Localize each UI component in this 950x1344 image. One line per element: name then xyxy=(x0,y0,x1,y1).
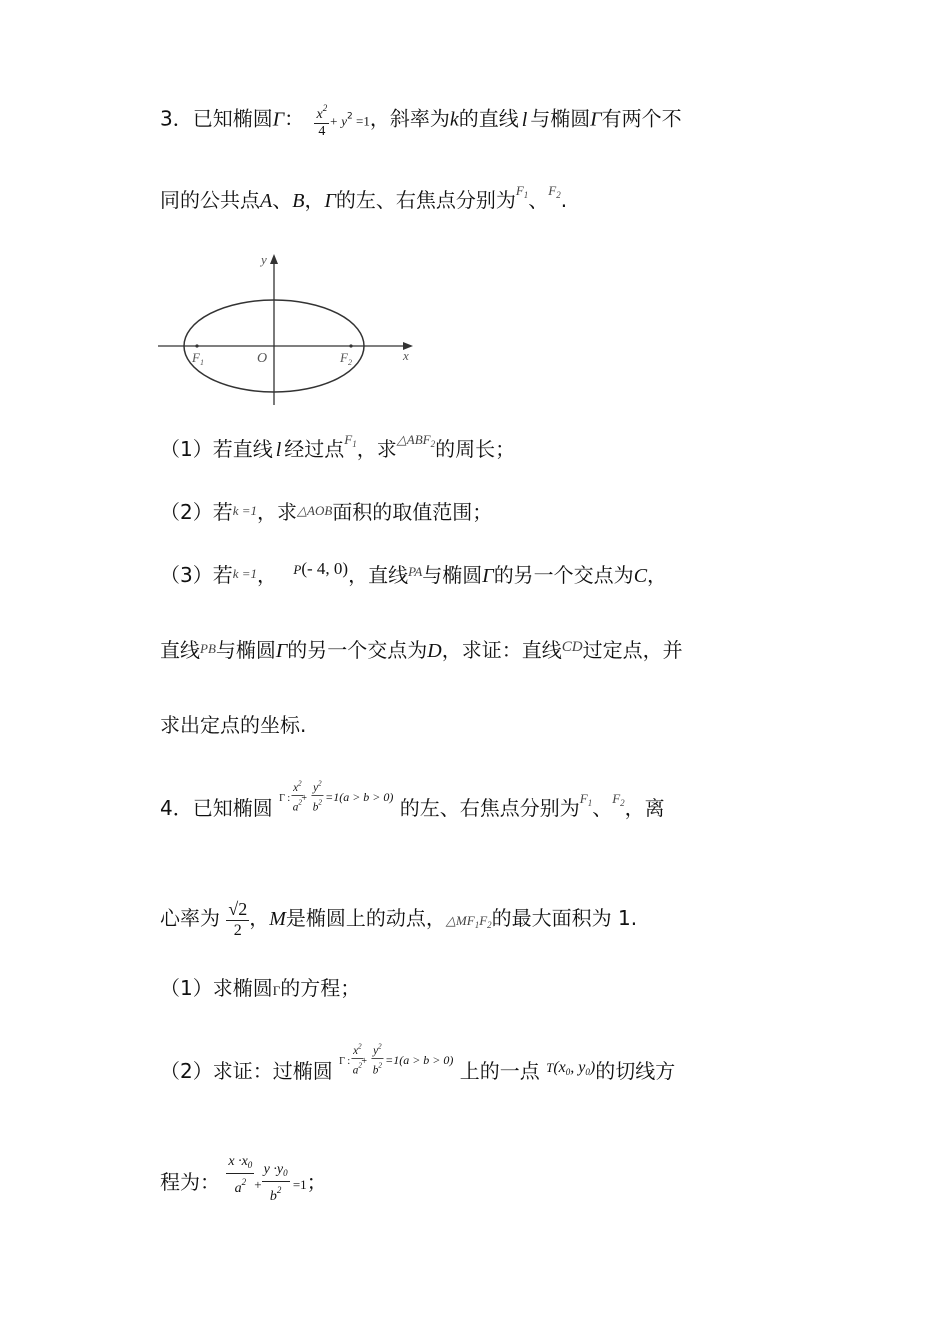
q3-p2-c: 面积的取值范围； xyxy=(332,500,493,524)
q3-line-2 xyxy=(160,183,568,221)
q3-p2-a: （2）若 xyxy=(160,500,233,524)
q3-p3-a: （3）若 xyxy=(160,563,233,587)
q3-part-2 xyxy=(160,498,492,529)
q3-mid4: 有两个不 xyxy=(601,106,682,131)
q4-ecc-c: 是椭圆上的动点， xyxy=(285,906,446,930)
eq-tail: =1 xyxy=(352,113,370,129)
q4-p2-c: 的切线方 xyxy=(595,1059,676,1083)
q4-p2-b: 上的一点 xyxy=(459,1059,540,1083)
q3-p1-c: ，求 xyxy=(356,437,397,461)
q4-part-2 xyxy=(160,1042,676,1096)
tangent-eq-y-term: $\frac{y \cdot y_0}{b^2}$ xyxy=(263,1162,288,1204)
q3-part-3-end xyxy=(160,711,306,739)
q3-part-1 xyxy=(160,432,516,470)
line-CD: CD xyxy=(561,639,583,655)
x-axis-label: x xyxy=(403,348,409,363)
q3-p3e-d: ，求证：直线 xyxy=(441,638,562,662)
origin-label: O xyxy=(257,351,268,366)
eq-plus-y: + y xyxy=(329,113,347,129)
q3-p3e-c: 的另一个交点为 xyxy=(287,638,428,662)
q3-line2-b: 的左、右焦点分别为 xyxy=(335,188,516,212)
dun: 、 xyxy=(528,188,549,212)
dun: 、 xyxy=(592,796,613,820)
tangent-eq-x-term: $\frac{x \cdot x_0}{a^2}$ xyxy=(228,1154,253,1196)
point-A: A xyxy=(260,190,273,212)
focus-F2: F2 xyxy=(548,183,561,200)
q3-line-1: 3．已知椭圆Γ： $\frac{x^2}{4}$ + $y^2 =1$，斜率为k的直线 l 与椭圆Γ有两个不 xyxy=(160,100,682,140)
comma: ， xyxy=(647,563,668,587)
y-axis-arrow xyxy=(270,254,278,264)
q4-mid1: 的左、右焦点分别为 xyxy=(399,796,580,820)
q3-mid1: ，斜率为 xyxy=(369,106,450,131)
q3-p3e-e: 过定点，并 xyxy=(582,638,683,662)
q3-p3-c: 与椭圆 xyxy=(422,563,483,587)
point-P: P(- 4, 0) xyxy=(293,559,349,578)
ellipse-equation-fraction: $\frac{x^2}{4}$ xyxy=(314,100,329,140)
tangent-eq-rhs: =1 xyxy=(289,1177,307,1192)
q4-ellipse-equation: Γ : $\frac{x^2}{a^2}$ + $\frac{y^2}{b^2}$ =1(a > b > 0) xyxy=(279,782,400,806)
q4-ecc-d: 的最大面积为 1. xyxy=(491,906,638,930)
ellipse-figure xyxy=(155,248,420,408)
focus-F1: F1 xyxy=(579,791,593,808)
q4-ellipse-equation-2: Γ : $\frac{x^2}{a^2}$ + $\frac{y^2}{b^2}$ =1(a > b > 0) xyxy=(339,1045,460,1069)
tangent-point-T: $T(x_0$, $y_0$) xyxy=(546,1059,596,1077)
q3-p3-b: ，直线 xyxy=(348,563,409,587)
q3-lead: 3．已知椭圆 xyxy=(160,106,273,131)
focus-f2-dot xyxy=(349,344,352,347)
q3-part-3 xyxy=(160,561,667,592)
q3-mid3: 与椭圆 xyxy=(530,106,591,131)
eccentricity-fraction: $\frac{√2}{2}$ xyxy=(228,899,248,939)
var-k: k xyxy=(449,108,459,131)
var-l: l xyxy=(521,108,528,131)
q3-p3f: 求出定点的坐标. xyxy=(160,713,307,737)
q4-ecc-a: 心率为 xyxy=(160,906,220,930)
q4-mid2: ，离 xyxy=(624,796,665,820)
q3-mid2: 的直线 xyxy=(458,106,519,131)
triangle-MF1F2: $\triangle MF_1F_2$ xyxy=(445,913,492,930)
eq-x: x xyxy=(316,107,323,122)
q4-p1-a: （1）求椭圆 xyxy=(160,976,273,1000)
k-equals-1: k =1 xyxy=(232,503,258,518)
point-D: D xyxy=(427,640,442,662)
q4-p1-b: 的方程； xyxy=(280,976,361,1000)
q3-part-3-cont xyxy=(160,636,683,667)
line-PA: PA xyxy=(408,564,423,579)
q4-p2-a: （2）求证：过椭圆 xyxy=(160,1059,333,1083)
period: . xyxy=(560,188,568,212)
k-equals-1: k =1 xyxy=(232,566,258,581)
focus-f1-dot xyxy=(195,344,198,347)
q4-p2e-a: 程为： xyxy=(160,1170,220,1194)
point-M: M xyxy=(269,908,286,930)
comma: ， xyxy=(304,188,325,212)
colon: ： xyxy=(284,106,305,131)
comma: ， xyxy=(249,906,270,930)
comma: ， xyxy=(257,563,278,587)
focus-F1: F1 xyxy=(344,432,357,449)
y-axis-label: y xyxy=(261,252,267,267)
point-B: B xyxy=(292,190,305,212)
focus-F1: F1 xyxy=(515,183,529,200)
q4-lead: 4．已知椭圆 xyxy=(160,796,273,820)
point-C: C xyxy=(633,565,648,587)
q3-line2-a: 同的公共点 xyxy=(160,188,260,212)
q4-line-2 xyxy=(160,898,637,941)
dun: 、 xyxy=(272,188,293,212)
f2-label: $F_2$ xyxy=(340,350,352,367)
eq-4: 4 xyxy=(318,124,326,139)
q4-part-1 xyxy=(160,974,360,1005)
q3-p3e-a: 直线 xyxy=(160,638,200,662)
q3-p3e-b: 与椭圆 xyxy=(215,638,276,662)
gamma-symbol: Γ xyxy=(590,108,602,131)
gamma-symbol: Γ xyxy=(275,640,288,662)
f1-label: $F_1$ xyxy=(192,350,204,367)
var-l: l xyxy=(275,439,282,461)
q4-part-2-cont: 程为： $\frac{x \cdot x_0}{a^2}$ + $\frac{y \cdot y_0}{b^2}$ =1； xyxy=(160,1154,327,1204)
gamma-symbol: Γ xyxy=(482,565,494,587)
line-PB: PB xyxy=(200,641,216,656)
triangle-ABF2: △ABF2 xyxy=(396,432,436,449)
q3-p2-b: ，求 xyxy=(257,500,298,524)
focus-F2: F2 xyxy=(612,791,625,808)
semicolon: ； xyxy=(306,1170,327,1194)
gamma-symbol: Γ xyxy=(272,108,285,131)
q3-p1-a: （1）若直线 xyxy=(160,437,273,461)
q3-p1-b: 经过点 xyxy=(284,437,345,461)
gamma-symbol: Γ xyxy=(324,190,336,212)
q3-p1-d: 的周长； xyxy=(435,437,516,461)
triangle-AOB: △AOB xyxy=(297,503,333,518)
gamma-symbol: Γ xyxy=(272,983,281,998)
q3-p3-d: 的另一个交点为 xyxy=(493,563,634,587)
q4-line-1 xyxy=(160,779,665,833)
